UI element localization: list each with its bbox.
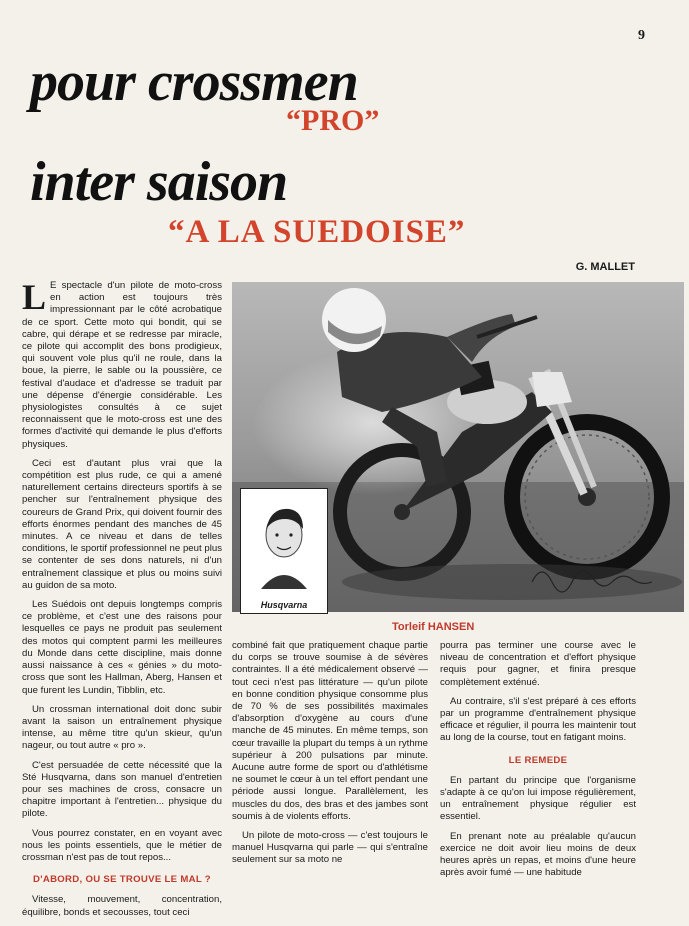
section-heading: LE REMEDE [508,754,568,766]
portrait-inset [240,488,328,614]
title-pro: “PRO” [286,104,380,137]
paragraph: En prenant note au préalable qu'aucun exercice ne doit avoir lieu moins de deux heures après un repas, et moins d'une heure après avoir fumé — une habitude [440,830,636,879]
paragraph [22,277,222,451]
paragraph: Un crossman international doit donc subir avant la saison un entraînement physique intense, au même titre qu'un skieur, qu'un nageur, ou tout autre « pro ». [22,703,222,752]
paragraph: Ceci est d'autant plus vrai que la compétition est plus rude, ce qui a amené naturellement certains directeurs sportifs à se pencher sur l'entraînement physique des coureurs de Grand Prix, qui doivent fournir des efforts énormes pendant des manches de 45 minutes. A ce niveau et dans de telles conditions, le sportif professionnel ne peut plus se contenter de ses dons naturels, ni d'un entraînement classique et plus ou moins suivi au guidon de sa moto. [22,457,222,591]
page-number: 9 [638,28,645,43]
paragraph: Au contraire, s'il s'est préparé à ces efforts par un programme d'entraînement physique efficace et régulier, il pourra les maintenir tout au long de la course, tout en fatigant moins. [440,695,636,744]
title-suedoise: “A LA SUEDOISE” [168,214,466,250]
title-line-1: pour crossmen [30,51,358,113]
paragraph: Vitesse, mouvement, concentration, équilibre, bonds et secousses, tout ceci [22,894,222,918]
paragraph: Vous pourrez constater, en en voyant avec nous les points essentiels, que le métier de crossman n'est pas de tout repos... [22,827,222,863]
husqvarna-logo: Husqvarna [260,600,308,610]
title-line-3: inter saison [30,151,288,213]
section-heading: D'ABORD, OU SE TROUVE LE MAL ? [33,874,211,886]
left-column [22,277,222,926]
photo-caption: Torleif HANSEN [392,621,475,633]
paragraph: pourra pas terminer une course avec le niveau de concentration et d'effort physique requis pour gagner, et finira presque complètement exténué. [440,640,636,688]
drop-cap: L [22,277,47,317]
paragraph: combiné fait que pratiquement chaque partie du corps se trouve soumise à de sévères contraintes. Il a été médicalement observé — tout ceci n'est pas littérature — qu'un pilote en bonne condition physique consomme plus de 70 % de ses possibilités maximales d'absorption d'oxygène au cours d'une manche de 45 minutes. En même temps, son cœur travaille la plupart du temps à un rythme supérieur à 200 pulsations par minute. Aucune autre forme de sport ou d'athlétisme ne soumet le cœur à un tel effort pendant une période aussi longue. Parallèlement, les muscles du dos, des bras et des jambes sont soumis à de violents efforts. [232,640,428,822]
portrait-illustration [241,489,327,597]
paragraph: C'est persuadée de cette nécessité que la Sté Husqvarna, dans son manuel d'entretien pour ses machines de cross, consacre un chapitre important à l'entretien... physique du pilote. [22,759,222,820]
paragraph: Les Suédois ont depuis longtemps compris ce problème, et c'est une des raisons pour lesquelles ce pays ne produit pas seulement des motos qui comptent parmi les meilleures du Monde dans cette discipline, mais donne aussi naissance à ces « génies » du moto-cross que sont les Hallman, Aberg, Hansen et que furent les Lundin, Tibblin, etc. [22,599,222,696]
paragraph: En partant du principe que l'organisme s'adapte à ce qu'on lui impose régulièrement, un entraînement physique régulier est essentiel. [440,774,636,823]
paragraph: Un pilote de moto-cross — c'est toujours le manuel Husqvarna qui parle — qui s'entraîne seulement sur sa moto ne [232,830,428,866]
middle-column [232,640,428,874]
right-column [440,640,636,886]
paragraph-text: E spectacle d'un pilote de moto-cross en action est toujours très impressionnant par le côté acrobatique de ce sport. Cette moto qui bondit, qui se cabre, qui dérape et se redresse par miracle, ce pilote qui accomplit des bons prodigieux, qui souvent vole plus qu'il ne roule, dans la boue, la pierre, le sable ou la poussière, ce festival d'audace et d'adresse se traduit par une dépense d'énergie considérable. Les physiologistes consultés à ce sujet reconnaissent que le moto-cross est une des formes d'activité qui demande le plus d'efforts physiques. [22,280,222,450]
author-byline: G. MALLET [575,261,635,273]
